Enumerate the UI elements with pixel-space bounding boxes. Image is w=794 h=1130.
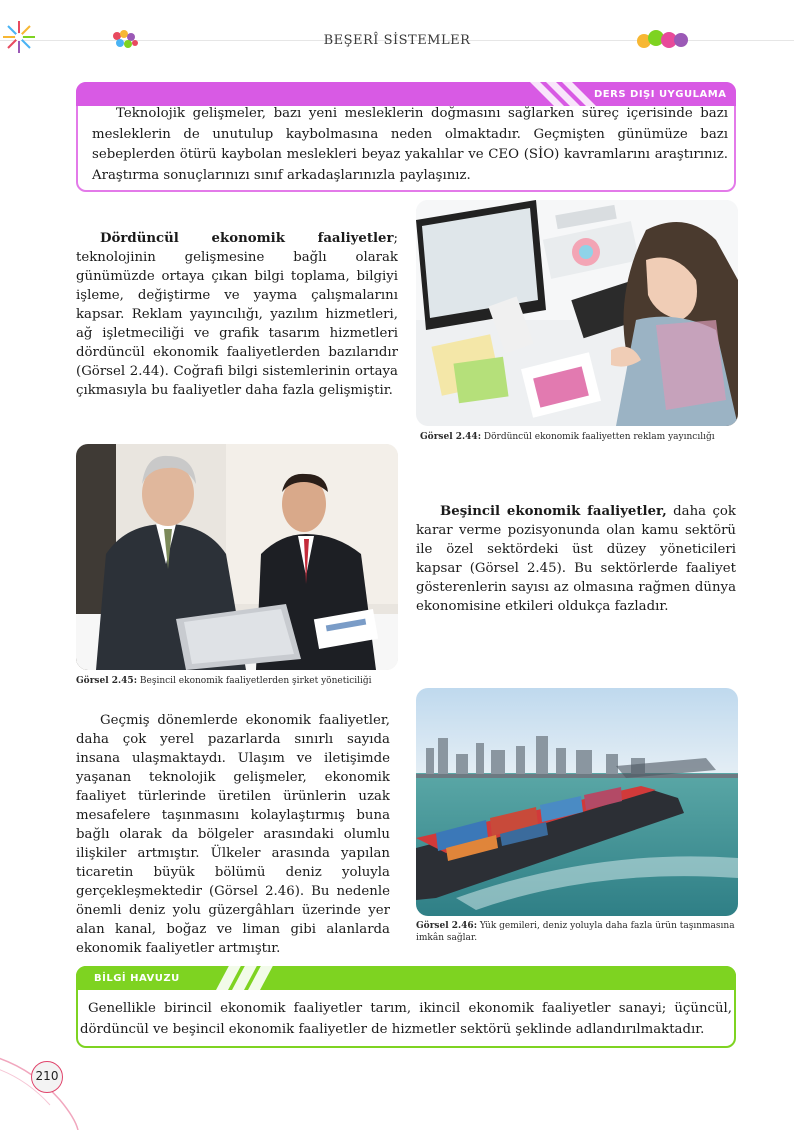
info-box-label: BİLGİ HAVUZU	[94, 973, 180, 984]
activity-box-text: Teknolojik gelişmeler, bazı yeni mesleklerin doğmasını sağlarken süreç içerisinde bazı mesleklerin de unutulup kaybolmasına neden olmaktadır. Geçmişten günümüze bazı sebeplerden ötürü kaybolan meslekleri beyaz yakalılar ve CEO (SİO) kavramlarını araştırınız. Araştırma sonuçlarınızı sınıf arkadaşlarınızla paylaşınız.	[92, 106, 728, 183]
figure-caption-text-2-46: Yük gemileri, deniz yoluyla daha fazla ürün taşınmasına imkân sağlar.	[416, 921, 735, 943]
figure-caption-2-45	[76, 675, 396, 687]
photo-cargo-ship	[416, 688, 738, 916]
figure-label-2-45: Görsel 2.45:	[76, 676, 138, 686]
term-quaternary: Dördüncül ekonomik faaliyetler	[100, 231, 394, 246]
color-burst-logo	[2, 20, 36, 54]
balloons-icon	[636, 28, 690, 52]
page-header-title: BEŞERÎ SİSTEMLER	[323, 33, 471, 48]
info-box-text: Genellikle birincil ekonomik faaliyetler tarım, ikincil ekonomik faaliyetler sanayi; üçüncül, dördüncül ve beşincil ekonomik faaliyetler de hizmetler sektörü şeklinde adlandırılmaktadır.	[80, 1001, 732, 1037]
page-number: 210	[35, 1069, 59, 1083]
info-stripes-decoration	[210, 960, 290, 990]
paragraph-quaternary	[76, 229, 398, 400]
paragraph-quinary-text: daha çok karar verme pozisyonunda olan kamu sektörü ile özel sektördeki üst düzey yöneticileri kapsar (Görsel 2.45). Bu sektörlerde faaliyet gösterenlerin sayısı az olmasına rağmen dünya ekonomisine etkileri oldukça fazladır.	[416, 504, 736, 614]
colorful-dots-icon	[112, 28, 140, 50]
figure-label-2-46: Görsel 2.46:	[416, 921, 478, 931]
activity-box-label: DERS DIŞI UYGULAMA	[594, 89, 727, 100]
photo-business-executives	[76, 444, 398, 670]
figure-caption-2-44	[420, 431, 738, 443]
paragraph-quinary	[416, 502, 736, 616]
paragraph-quaternary-text: ; teknolojinin gelişmesine bağlı olarak günümüzde ortaya çıkan bilgi toplama, bilgiyi işleme, değiştirme ve yayma çalışmalarını kapsar. Reklam yayıncılığı, yazılım hizmetleri, ağ işletmeciliği ve grafik tasarım hizmetleri dördüncül ekonomik faaliyetlerden bazılarıdır (Görsel 2.44). Coğrafi bilgi sistemlerinin ortaya çıkmasıyla bu faaliyetler daha fazla gelişmiştir.	[76, 231, 398, 398]
paragraph-trade: Geçmiş dönemlerde ekonomik faaliyetler, daha çok yerel pazarlarda sınırlı sayıda insana ulaşmaktaydı. Ulaşım ve iletişimde yaşanan teknolojik gelişmeler, ekonomik faaliyet türlerinde üretilen ürünlerin uzak mesafelere taşınmasını kolaylaştırmış buna bağlı olarak da bölgeler arasındaki olumlu ilişkiler artmıştır. Ülkeler arasında yapılan ticaretin büyük bölümü deniz yoluyla gerçekleşmektedir (Görsel 2.46). Bu nedenle önemli deniz yolu güzergâhları üzerinde yer alan kanal, boğaz ve liman gibi alanlarda ekonomik faaliyetler artmıştır.	[76, 713, 390, 956]
figure-label-2-44: Görsel 2.44:	[420, 432, 482, 442]
photo-graphic-designer	[416, 200, 738, 426]
term-quinary: Beşincil ekonomik faaliyetler,	[440, 504, 667, 519]
figure-caption-2-46	[416, 920, 738, 944]
figure-caption-text-2-45: Beşincil ekonomik faaliyetlerden şirket yöneticiliği	[137, 676, 372, 686]
figure-caption-text-2-44: Dördüncül ekonomik faaliyetten reklam yayıncılığı	[481, 432, 715, 442]
